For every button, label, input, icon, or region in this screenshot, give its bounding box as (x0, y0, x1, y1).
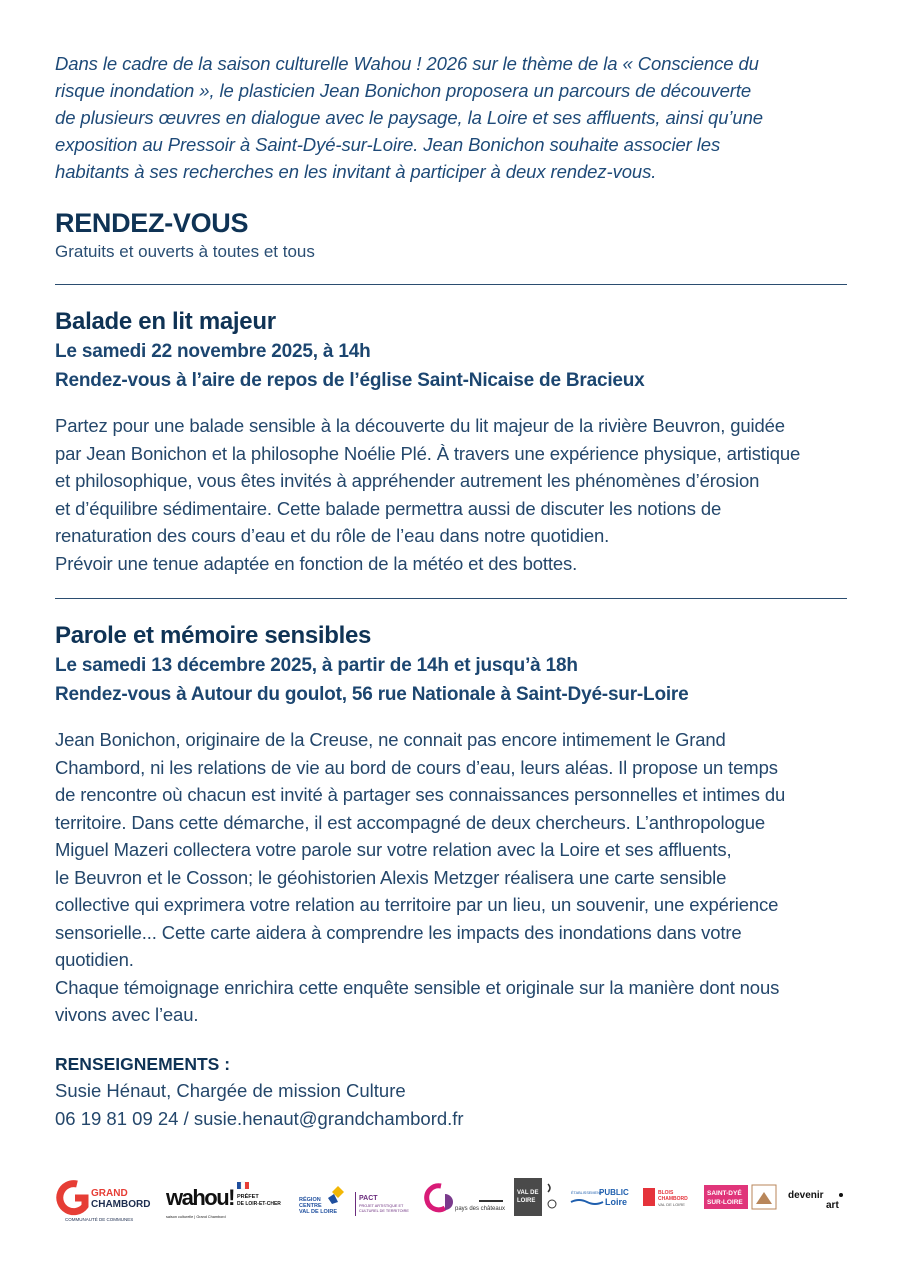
heritage-icon (548, 1200, 556, 1208)
blois-line2: CHAMBORD (658, 1196, 688, 1202)
rendezvous-heading: RENDEZ-VOUS (55, 208, 249, 238)
intro-line: habitants à ses recherches en les invitant à participer à deux rendez-vous. (55, 161, 657, 182)
prefet-logo (235, 1176, 293, 1224)
description-line: et philosophique, vous êtes invités à appréhender autrement les phénomènes d’érosion (55, 470, 760, 491)
prefet-line1: PRÉFET (237, 1194, 259, 1200)
grand-chambord-g-icon (60, 1184, 85, 1212)
saint-dye-line2: SUR-LOIRE (707, 1199, 743, 1206)
flag-blue (237, 1182, 241, 1189)
wave-icon (571, 1200, 603, 1204)
region-line2: CENTRE (299, 1203, 322, 1209)
grand-chambord-line2: CHAMBORD (91, 1199, 151, 1210)
description-line: sensorielle... Cette carte aidera à comprendre les impacts des inondations dans votre (55, 921, 742, 943)
flag-white (241, 1182, 245, 1189)
intro-line: exposition au Pressoir à Saint-Dyé-sur-Loire. Jean Bonichon souhaite associer les (55, 134, 721, 155)
region-line3: VAL DE LOIRE (299, 1209, 337, 1215)
val-de-loire-line2: LOIRE (517, 1198, 536, 1204)
event-section (55, 621, 847, 1029)
pays-c-icon (427, 1186, 445, 1210)
description-line: vivons avec l’eau. (55, 1004, 199, 1025)
contact-phone-email[interactable]: 06 19 81 09 24 / susie.henaut@grandchambord.fr (55, 1107, 464, 1129)
section-divider (55, 598, 847, 599)
wahou-tagline: saison culturelle | Grand Chambord (166, 1215, 226, 1219)
event-title: Parole et mémoire sensibles (55, 622, 372, 649)
event-title: Balade en lit majeur (55, 308, 276, 335)
event-place: Rendez-vous à Autour du goulot, 56 rue Nationale à Saint-Dyé-sur-Loire (55, 684, 689, 705)
description-line: Partez pour une balade sensible à la découverte du lit majeur de la rivière Beuvron, guidée (55, 415, 785, 436)
pact-line2: CULTUREL DE TERRITOIRE (359, 1209, 409, 1213)
intro-line: Dans le cadre de la saison culturelle Wahou ! 2026 sur le thème de la « Conscience du (55, 53, 759, 74)
blois-c-icon (643, 1188, 655, 1206)
document-page (55, 50, 847, 1133)
wahou-logo (165, 1176, 234, 1224)
description-line: Chaque témoignage enrichira cette enquête sensible et originale sur la manière dont nous (55, 976, 780, 998)
flag-red (245, 1182, 249, 1189)
public-loire-line2: PUBLIC (599, 1188, 629, 1197)
val-de-loire-line1: VAL DE (517, 1190, 539, 1196)
event-description (55, 726, 847, 1029)
unesco-icon (548, 1184, 550, 1192)
devenir-line1: devenir (788, 1190, 824, 1201)
grand-chambord-line1: GRAND (91, 1188, 128, 1199)
description-line: le Beuvron et le Cosson; le géohistorien Alexis Metzger réalisera une carte sensible (55, 866, 727, 888)
blois-line1: BLOIS (658, 1190, 674, 1196)
public-loire-logo (569, 1176, 637, 1224)
description-line: collective qui exprimera votre relation au territoire par un lieu, un souvenir, une expérience (55, 894, 779, 915)
pact-logo (355, 1176, 417, 1224)
pays-castle-icon (479, 1200, 503, 1202)
blois-chambord-logo (643, 1176, 698, 1224)
partner-logos (55, 1176, 847, 1228)
saint-dye-logo (704, 1176, 780, 1224)
pays-des-chateaux-logo (427, 1176, 505, 1224)
intro-line: risque inondation », le plasticien Jean Bonichon proposera un parcours de découverte (55, 80, 752, 101)
grand-chambord-tagline: COMMUNAUTÉ DE COMMUNES (65, 1217, 134, 1222)
event-description (55, 412, 847, 577)
event-section (55, 307, 847, 577)
devenir-art-logo (786, 1176, 847, 1224)
devenir-line2: art (826, 1200, 839, 1211)
description-line: Jean Bonichon, originaire de la Creuse, ne connait pas encore intimement le Grand (55, 729, 726, 750)
wahou-name: wahou! (166, 1185, 234, 1210)
pact-line1: PROJET ARTISTIQUE ET (359, 1204, 404, 1208)
intro-line: de plusieurs œuvres en dialogue avec le paysage, la Loire et ses affluents, ainsi qu’une (55, 107, 763, 128)
contact-label: RENSEIGNEMENTS : (55, 1053, 231, 1074)
intro-paragraph (55, 50, 847, 185)
rendezvous-subheading: Gratuits et ouverts à toutes et tous (55, 242, 315, 261)
description-line: de rencontre où chacun est invité à partager ses connaissances personnelles et intimes du (55, 784, 786, 805)
description-line: quotidien. (55, 949, 134, 970)
description-line: territoire. Dans cette démarche, il est accompagné de deux chercheurs. L’anthropologue (55, 811, 766, 833)
blois-line3: VAL DE LOIRE (658, 1202, 685, 1207)
region-logo (298, 1176, 348, 1224)
pact-name: PACT (359, 1195, 378, 1202)
description-line: Chambord, ni les relations de vie au bord de cours d’eau, leurs aléas. Il propose un temps (55, 756, 778, 778)
event-date: Le samedi 22 novembre 2025, à 14h (55, 341, 371, 362)
description-line: renaturation des cours d’eau et du rôle de l’eau dans notre quotidien. (55, 525, 610, 546)
saint-dye-line1: SAINT-DYÉ (707, 1190, 742, 1197)
petites-cites-roof-icon (756, 1192, 772, 1204)
public-loire-line3: Loire (605, 1197, 628, 1207)
contact-name: Susie Hénaut, Chargée de mission Culture (55, 1079, 406, 1101)
val-de-loire-logo (514, 1176, 562, 1224)
public-loire-line1: ÉTABLISSEMENT (571, 1191, 603, 1195)
description-line: Prévoir une tenue adaptée en fonction de la météo et des bottes. (55, 552, 578, 574)
pact-bar (355, 1192, 356, 1216)
prefet-line2: DE LOIR-ET-CHER (237, 1201, 281, 1207)
event-date: Le samedi 13 décembre 2025, à partir de 14h et jusqu’à 18h (55, 655, 578, 676)
event-place: Rendez-vous à l’aire de repos de l’église Saint-Nicaise de Bracieux (55, 370, 645, 391)
description-line: et d’équilibre sédimentaire. Cette balade permettra aussi de discuter les notions de (55, 497, 722, 519)
region-line1: RÉGION (299, 1197, 321, 1203)
pays-p-icon (445, 1194, 453, 1210)
grand-chambord-logo (55, 1176, 157, 1224)
devenir-dot-icon (839, 1193, 843, 1197)
val-de-loire-block (514, 1178, 542, 1216)
description-line: par Jean Bonichon et la philosophe Noélie Plé. À travers une expérience physique, artistique (55, 442, 801, 464)
description-line: Miguel Mazeri collectera votre parole sur votre relation avec la Loire et ses affluents, (55, 839, 732, 860)
pays-name: pays des châteaux (455, 1206, 506, 1212)
section-divider (55, 284, 847, 285)
